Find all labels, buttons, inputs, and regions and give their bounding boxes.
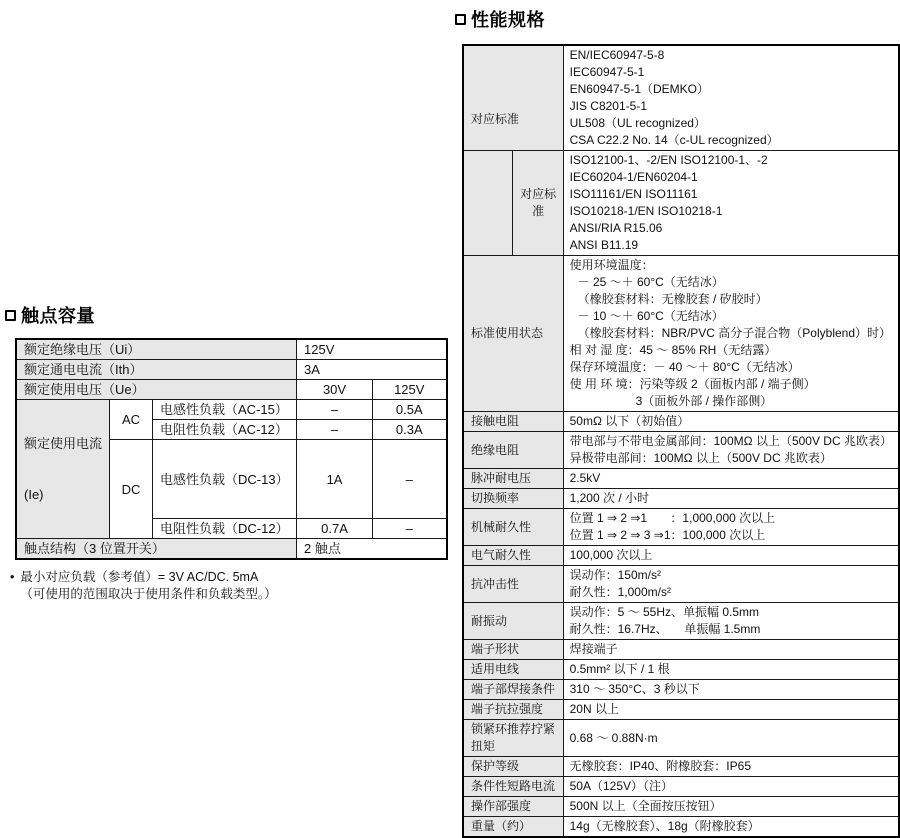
row-label-structure: 触点结构（3 位置开关） [16, 539, 297, 560]
spec-value-conditions [563, 256, 899, 412]
table-row [463, 546, 899, 566]
group-label-ac: AC [110, 400, 153, 440]
spec-label: 适用电线 [463, 660, 563, 680]
performance-section-title [455, 6, 900, 32]
spec-label: 抗冲击性 [463, 566, 563, 603]
spec-label: 耐振动 [463, 603, 563, 640]
table-row [16, 539, 447, 560]
performance-spec-section [455, 6, 900, 838]
spec-value-line: ISO12100-1、-2/EN ISO12100-1、-2 [569, 153, 768, 167]
spec-value [563, 546, 899, 566]
spec-value-standards [563, 45, 899, 151]
spec-value-line: 带电部与不带电金属部间：100MΩ 以上（500V DC 兆欧表） [569, 434, 892, 448]
table-row [463, 640, 899, 660]
table-row [16, 360, 447, 380]
table-row [463, 256, 899, 412]
table-row [463, 489, 899, 509]
contact-section-title [5, 302, 448, 328]
spec-label-standards-nested: 对应标准 [512, 151, 563, 256]
spec-value-line: 耐久性：1,000m/s² [569, 585, 671, 599]
spec-label: 端子部焊接条件 [463, 680, 563, 700]
spec-value-line: 相 对 湿 度：45 ～ 85% RH（无结露） [569, 343, 777, 357]
footnote [10, 569, 448, 603]
spec-value-line: 50mΩ 以下（初始值） [569, 414, 690, 428]
spec-value-line: 0.68 ～ 0.88N·m [569, 730, 658, 745]
spec-label-standards [463, 45, 563, 151]
spec-value-line: 2.5kV [569, 471, 601, 485]
spec-value-line: （橡胶套材料：NBR/PVC 高分子混合物（Polyblend）时） [577, 326, 892, 340]
spec-value [563, 797, 899, 817]
spec-value-line: ANSI/RIA R15.06 [569, 221, 663, 235]
load-label-ac12: 电阻性负载（AC-12） [153, 420, 297, 440]
load-value-ac15-125v: 0.5A [373, 400, 447, 420]
load-label-ac15: 电感性负载（AC-15） [153, 400, 297, 420]
spec-value-line: CSA C22.2 No. 14（c-UL recognized） [569, 133, 779, 147]
row-label-ie-line1: 额定使用电流 [24, 436, 103, 451]
spec-value-line: 位置 1 ⇒ 2 ⇒1 ：1,000,000 次以上 [569, 511, 776, 525]
spec-value [563, 700, 899, 720]
load-label-dc12: 电阻性负载（DC-12） [153, 519, 297, 539]
spec-label: 操作部强度 [463, 797, 563, 817]
spec-value-line: ANSI B11.19 [569, 238, 639, 252]
spec-label-conditions: 标准使用状态 [463, 256, 563, 412]
spec-value-line: 焊接端子 [569, 642, 618, 656]
spec-label: 重量（约） [463, 817, 563, 838]
table-row [463, 777, 899, 797]
row-label-ui: 额定绝缘电压（Ui） [16, 339, 297, 360]
spec-value-line: 位置 1 ⇒ 2 ⇒ 3 ⇒1：100,000 次以上 [569, 528, 766, 542]
spec-value [563, 603, 899, 640]
table-row [463, 509, 899, 546]
spec-label: 端子抗拉强度 [463, 700, 563, 720]
spec-value-standards-nested [563, 151, 899, 256]
table-row [463, 151, 899, 256]
spec-value-line: 3（面板外部 / 操作部侧） [635, 394, 773, 408]
spec-value-line: 使 用 环 境：污染等级 2（面板内部 / 端子侧） [569, 377, 816, 391]
spec-value [563, 489, 899, 509]
table-row [463, 660, 899, 680]
row-label-ith: 额定通电电流（Ith） [16, 360, 297, 380]
table-row [463, 45, 899, 151]
contact-capacity-table [15, 338, 448, 560]
square-bullet-icon [455, 14, 466, 25]
spec-value-line: － 25 ～＋ 60°C（无结冰） [577, 275, 724, 289]
spec-value-line: 500N 以上（全面按压按钮） [569, 799, 722, 813]
spec-value-line: 无橡胶套：IP40、附橡胶套：IP65 [569, 759, 751, 773]
spec-label: 保护等级 [463, 757, 563, 777]
spec-value-line: EN/IEC60947-5-8 [569, 48, 665, 62]
spec-value-line: 误动作：150m/s² [569, 568, 661, 582]
table-row [463, 469, 899, 489]
spec-value-line: 耐久性：16.7Hz、 单振幅 1.5mm [569, 622, 761, 636]
spec-value-line: UL508（UL recognized） [569, 116, 706, 130]
footnote-line: 最小对应负载（参考值）= 3V AC/DC. 5mA [20, 570, 259, 584]
spec-value [563, 817, 899, 838]
table-row [16, 380, 447, 400]
row-value-ith: 3A [297, 360, 447, 380]
table-row [463, 757, 899, 777]
footnote-bullet: • [10, 570, 15, 584]
spec-value [563, 680, 899, 700]
spec-label: 电气耐久性 [463, 546, 563, 566]
spec-value-line: IEC60204-1/EN60204-1 [569, 170, 698, 184]
load-value-ac12-30v: – [297, 420, 373, 440]
table-row [463, 720, 899, 757]
spec-value-line: ISO10218-1/EN ISO10218-1 [569, 204, 723, 218]
spec-value-line: EN60947-5-1（DEMKO） [569, 82, 710, 96]
spec-label: 锁紧环推荐拧紧扭矩 [463, 720, 563, 757]
footnote-line: （可使用的范围取决于使用条件和负载类型。） [20, 587, 277, 601]
spec-value-line: JIS C8201-5-1 [569, 99, 647, 113]
spec-value-line: （橡胶套材料：无橡胶套 / 矽胶时） [577, 292, 768, 306]
spec-value-line: 0.5mm² 以下 / 1 根 [569, 662, 670, 676]
spec-value-line: 50A（125V）（注） [569, 779, 674, 793]
spec-value-line: 异极带电部间：100MΩ 以上（500V DC 兆欧表） [569, 451, 832, 465]
spec-label: 切换频率 [463, 489, 563, 509]
spec-value-line: 保存环境温度：－ 40 ～＋ 80°C（无结冰） [569, 360, 800, 374]
performance-spec-table [462, 44, 900, 838]
spec-value [563, 660, 899, 680]
row-label-ie-line2: (Ie) [24, 487, 44, 502]
load-value-dc13-30v: 1A [297, 440, 373, 519]
load-value-ac12-125v: 0.3A [373, 420, 447, 440]
spec-value [563, 566, 899, 603]
spec-value-line: ISO11161/EN ISO11161 [569, 187, 698, 201]
spec-value-line: 使用环境温度： [569, 258, 654, 272]
spec-value [563, 412, 899, 432]
spec-label-standards-filler [463, 151, 512, 256]
square-bullet-icon [5, 310, 16, 321]
row-value-ui: 125V [297, 339, 447, 360]
spec-label: 端子形状 [463, 640, 563, 660]
table-row [16, 339, 447, 360]
spec-value [563, 640, 899, 660]
group-label-dc: DC [110, 440, 153, 539]
table-row [463, 817, 899, 838]
spec-label: 机械耐久性 [463, 509, 563, 546]
contact-capacity-section [5, 302, 448, 603]
load-value-dc13-125v: – [373, 440, 447, 519]
row-value-ue-30v: 30V [297, 380, 373, 400]
row-label-ue: 额定使用电压（Ue） [16, 380, 297, 400]
spec-label: 绝缘电阻 [463, 432, 563, 469]
spec-label-text: 对应标准 [471, 111, 520, 126]
spec-label: 接触电阻 [463, 412, 563, 432]
table-row [463, 700, 899, 720]
load-value-dc12-125v: – [373, 519, 447, 539]
table-row [463, 680, 899, 700]
spec-value [563, 757, 899, 777]
spec-value [563, 509, 899, 546]
table-row [463, 566, 899, 603]
spec-value [563, 432, 899, 469]
spec-value-line: － 10 ～＋ 60°C（无结冰） [577, 309, 724, 323]
contact-section-title-text: 触点容量 [21, 306, 95, 326]
spec-value-line: 14g（无橡胶套）、18g（附橡胶套） [569, 819, 760, 833]
load-value-ac15-30v: – [297, 400, 373, 420]
spec-label: 条件性短路电流 [463, 777, 563, 797]
table-row [463, 412, 899, 432]
table-row [463, 432, 899, 469]
row-label-ie [16, 400, 110, 539]
spec-value-line: 310 ～ 350°C、3 秒以下 [569, 682, 700, 696]
spec-value [563, 469, 899, 489]
table-row [463, 797, 899, 817]
spec-value [563, 720, 899, 757]
row-value-ue-125v: 125V [373, 380, 447, 400]
spec-value-line: 20N 以上 [569, 702, 619, 716]
load-label-dc13: 电感性负载（DC-13） [153, 440, 297, 519]
performance-section-title-text: 性能规格 [471, 10, 545, 30]
spec-label: 脉冲耐电压 [463, 469, 563, 489]
table-row [463, 603, 899, 640]
spec-value-line: 100,000 次以上 [569, 548, 653, 562]
spec-value-line: IEC60947-5-1 [569, 65, 645, 79]
spec-value [563, 777, 899, 797]
spec-value-line: 1,200 次 / 小时 [569, 491, 649, 505]
footnote-lines [20, 569, 276, 603]
spec-value-line: 误动作：5 ～ 55Hz、单振幅 0.5mm [569, 605, 759, 619]
table-row [16, 400, 447, 420]
row-value-structure: 2 触点 [297, 539, 447, 560]
load-value-dc12-30v: 0.7A [297, 519, 373, 539]
